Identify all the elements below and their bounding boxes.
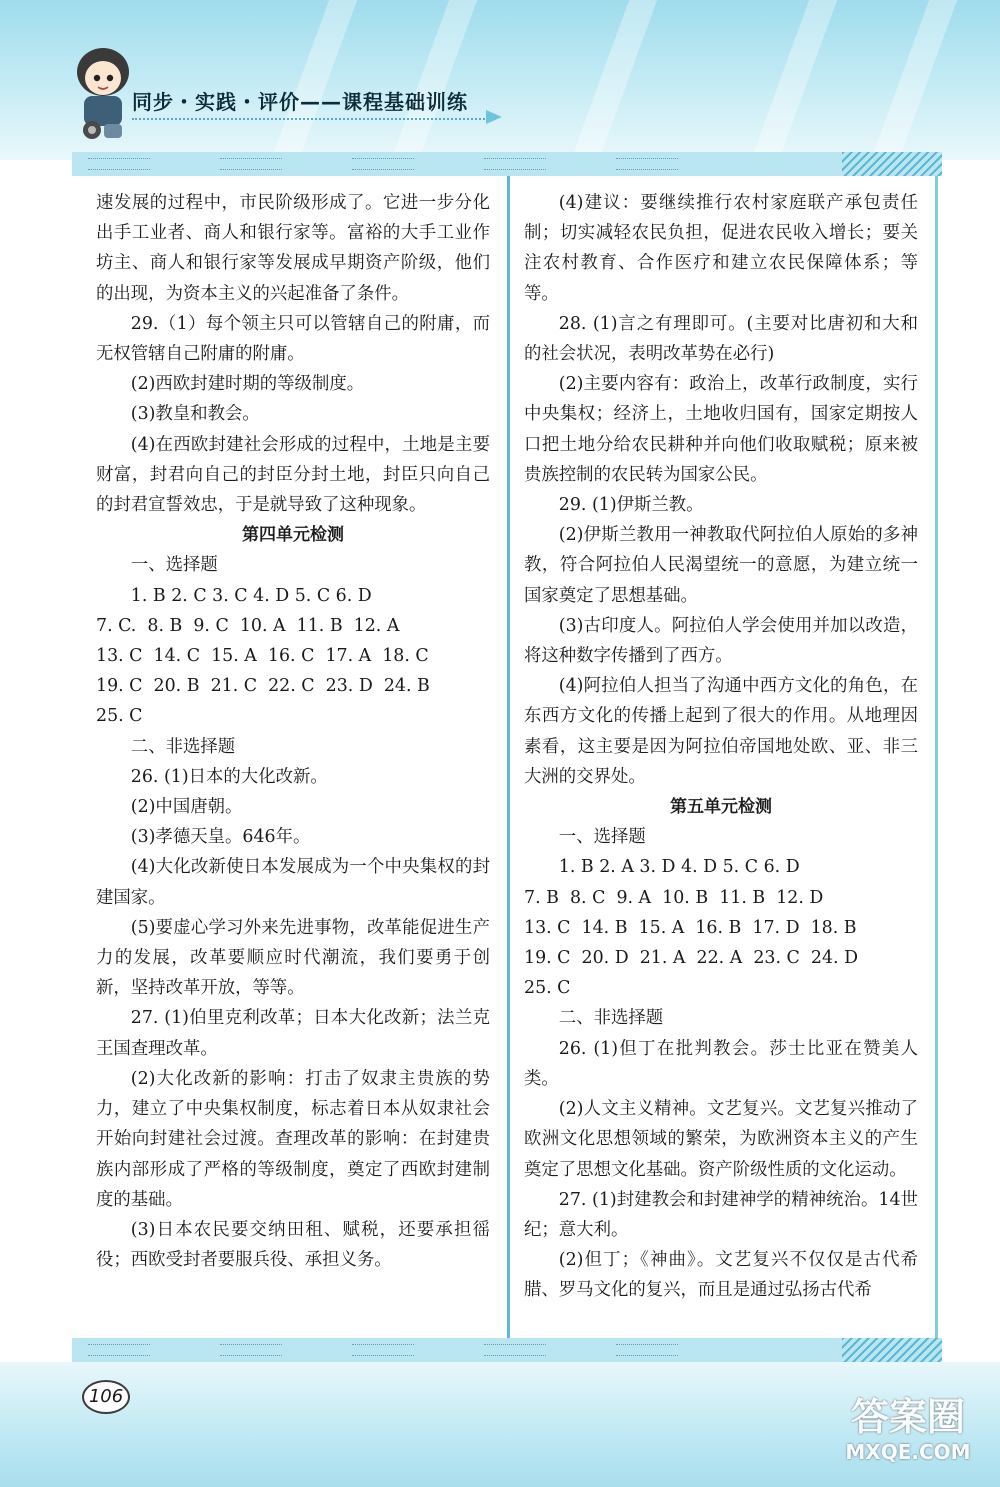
right-column	[524, 188, 918, 1306]
answer-paragraph: (2)中国唐朝。	[130, 797, 243, 818]
answer-paragraph: 19. C 20. B 21. C 22. C 23. D 24. B	[96, 676, 430, 697]
answer-paragraph: 1. B 2. A 3. D 4. D 5. C 6. D	[558, 857, 800, 878]
answer-paragraph: 28. (1)言之有理即可。(主要对比唐初和大和的社会状况，表明改革势在必行)	[524, 313, 918, 365]
answer-paragraph: 一、选择题	[130, 555, 218, 576]
answer-paragraph: (4)阿拉伯人担当了沟通中西方文化的角色，在东西方文化的传播上起到了很大的作用。从地理因素看，这主要是因为阿拉伯帝国地处欧、亚、非三大洲的交界处。	[524, 676, 918, 787]
answer-paragraph: 7. B 8. C 9. A 10. B 11. B 12. D	[524, 887, 824, 908]
answer-paragraph: 27. (1)封建教会和封建神学的精神统治。14世纪；意大利。	[524, 1189, 918, 1240]
answer-paragraph: 27. (1)伯里克利改革；日本大化改新；法兰克王国查理改革。	[96, 1008, 490, 1059]
answer-paragraph: (2)西欧封建时期的等级制度。	[130, 374, 365, 395]
answer-paragraph: (3)日本农民要交纳田租、赋税，还要承担徭役；西欧受封者要服兵役、承担义务。	[96, 1219, 490, 1271]
frame-right-border	[935, 176, 938, 1338]
header-banner	[0, 0, 1000, 160]
page-number: 106	[82, 1380, 130, 1414]
title-arrow-icon	[486, 110, 502, 124]
answer-paragraph: 7. C. 8. B 9. C 10. A 11. B 12. A	[96, 615, 400, 636]
left-column	[96, 188, 490, 1275]
band-ornament	[484, 158, 546, 170]
answer-paragraph: 25. C	[524, 978, 571, 999]
series-title: 同步・实践・评价——课程基础训练	[132, 90, 468, 114]
answer-paragraph: 26. (1)但丁在批判教会。莎士比亚在赞美人类。	[524, 1038, 918, 1089]
answer-paragraph: (4)建议：要继续推行农村家庭联产承包责任制；切实减轻农民负担，促进农民收入增长；要关注农村教育、合作医疗和建立农民保障体系；等等。	[524, 193, 918, 304]
band-ornament	[88, 158, 150, 170]
answer-paragraph: 1. B 2. C 3. C 4. D 5. C 6. D	[130, 585, 372, 606]
band-hatch	[842, 152, 942, 176]
answer-paragraph: (3)古印度人。阿拉伯人学会使用并加以改造，将这种数字传播到了西方。	[524, 615, 918, 667]
answer-paragraph: (2)大化改新的影响：打击了奴隶主贵族的势力，建立了中央集权制度，标志着日本从奴隶社会开始向封建社会过渡。查理改革的影响：在封建贵族内部形成了严格的等级制度，奠定了西欧封建制度的基础。	[96, 1068, 490, 1210]
answer-paragraph: 29.（1）每个领主只可以管辖自己的附庸，而无权管辖自己附庸的附庸。	[96, 313, 490, 365]
banner-stripe	[871, 0, 957, 160]
top-decor-band	[72, 152, 942, 176]
answer-paragraph: 二、非选择题	[130, 736, 236, 757]
answer-paragraph: (5)要虚心学习外来先进事物，改革能促进生产力的发展，改革要顺应时代潮流，我们要勇于创新，坚持改革开放，等等。	[96, 917, 490, 999]
banner-stripe	[751, 0, 837, 160]
band-ornament	[616, 158, 678, 170]
watermark-url: MXQE.COM	[845, 1440, 971, 1464]
watermark-title: 答案圈	[850, 1395, 965, 1439]
answer-paragraph: 29. (1)伊斯兰教。	[558, 495, 704, 516]
banner-stripe	[271, 0, 357, 160]
answer-paragraph: (4)大化改新使日本发展成为一个中央集权的封建国家。	[96, 857, 490, 908]
answer-paragraph: 19. C 20. D 21. A 22. A 23. C 24. D	[524, 948, 859, 969]
answer-paragraph: (2)主要内容有：政治上，改革行政制度，实行中央集权；经济上，土地收归国有，国家定期按人口把土地分给农民耕种并向他们收取赋税；原来被贵族控制的农民转为国家公民。	[524, 374, 918, 485]
answer-paragraph: 13. C 14. C 15. A 16. C 17. A 18. C	[96, 646, 429, 667]
band-ornament	[88, 1344, 150, 1356]
answer-paragraph: 25. C	[96, 706, 143, 727]
band-ornament	[484, 1344, 546, 1356]
answer-paragraph: 一、选择题	[558, 827, 646, 848]
section-heading: 第五单元检测	[670, 797, 772, 818]
mascot-illustration	[70, 38, 136, 148]
answer-paragraph: (4)在西欧封建社会形成的过程中，土地是主要财富，封君向自己的封臣分封土地，封臣只向自己的封君宣誓效忠，于是就导致了这种现象。	[96, 434, 490, 516]
band-ornament	[352, 158, 414, 170]
answer-paragraph: (3)孝德天皇。646年。	[130, 827, 311, 848]
answer-paragraph: 13. C 14. B 15. A 16. B 17. D 18. B	[524, 917, 857, 938]
answer-paragraph: (2)但丁；《神曲》。文艺复兴不仅仅是古代希腊、罗马文化的复兴，而且是通过弘扬古代希	[524, 1250, 918, 1301]
banner-stripe	[571, 0, 657, 160]
content-frame	[86, 176, 938, 1338]
banner-stripe	[391, 0, 477, 160]
answer-paragraph: 速发展的过程中，市民阶级形成了。它进一步分化出手工业者、商人和银行家等。富裕的大手工业作坊主、商人和银行家等发展成早期资产阶级，他们的出现，为资本主义的兴起准备了条件。	[96, 193, 490, 304]
answer-paragraph: 二、非选择题	[558, 1008, 664, 1029]
column-divider	[507, 176, 510, 1338]
watermark-logo	[828, 1395, 988, 1475]
band-ornament	[220, 1344, 282, 1356]
answer-paragraph: 26. (1)日本的大化改新。	[130, 766, 328, 787]
answer-paragraph: (3)教皇和教会。	[130, 404, 260, 425]
band-ornament	[616, 1344, 678, 1356]
answer-paragraph: (2)伊斯兰教用一神教取代阿拉伯人原始的多神教，符合阿拉伯人民渴望统一的意愿，为建立统一国家奠定了思想基础。	[524, 525, 918, 606]
band-hatch	[842, 1338, 942, 1362]
answer-paragraph: (2)人文主义精神。文艺复兴。文艺复兴推动了欧洲文化思想领域的繁荣，为欧洲资本主义的产生奠定了思想文化基础。资产阶级性质的文化运动。	[524, 1099, 918, 1180]
title-underline	[132, 118, 492, 120]
band-ornament	[220, 158, 282, 170]
section-heading: 第四单元检测	[242, 525, 344, 546]
bottom-decor-band	[72, 1338, 942, 1362]
band-ornament	[352, 1344, 414, 1356]
